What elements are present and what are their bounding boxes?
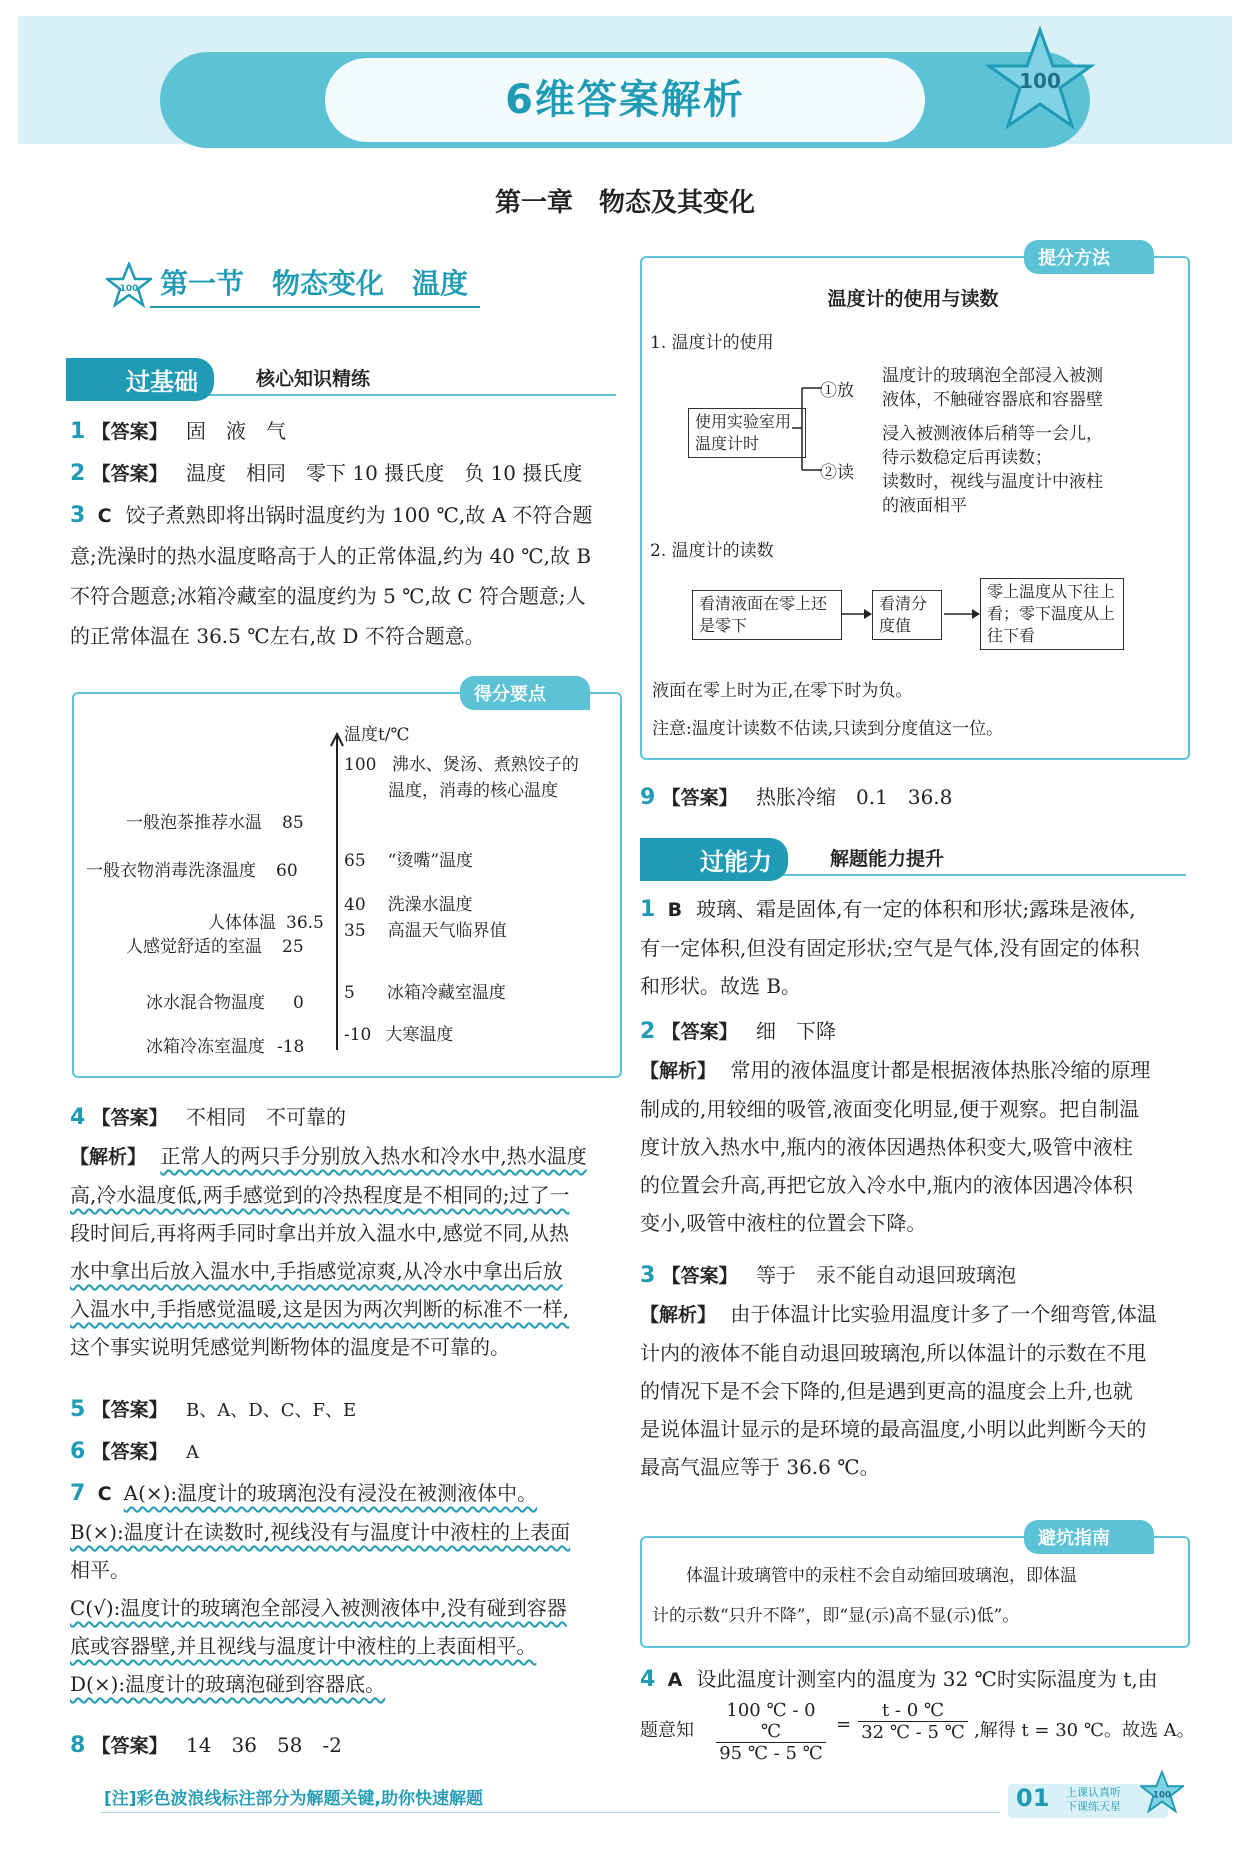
frac1 <box>716 1700 826 1764</box>
svg-text:100: 100 <box>1153 1790 1171 1801</box>
left-label-365: 人体体温 <box>208 913 276 933</box>
guo-jichu-sub: 核心知识精练 <box>256 368 371 390</box>
guo-jichu-label: 过基础 <box>66 358 214 401</box>
r2-answer: 细 下降 <box>756 1019 837 1043</box>
frac1-top: 100 ℃ - 0 ℃ <box>716 1700 826 1743</box>
left-q6 <box>70 1432 199 1472</box>
q4-l5: 入温水中,手指感觉温暖,这是因为两次判断的标准不一样, <box>70 1297 570 1321</box>
section-title: 第一节 物态变化 温度 <box>160 267 469 300</box>
flow-arrow-1 <box>842 605 872 617</box>
footer-note: [注]彩色波浪线标注部分为解题关键,助你快速解题 <box>104 1789 483 1809</box>
q6-tag: 【答案】 <box>91 1441 168 1463</box>
chart-left-85 <box>126 808 304 833</box>
flow-box-3: 零上温度从下往上看；零下温度从上往下看 <box>980 578 1124 650</box>
left-label-neg18: 冰箱冷冻室温度 <box>146 1037 265 1057</box>
tifen-label: 提分方法 <box>1024 240 1154 274</box>
chart-left-0 <box>146 988 304 1013</box>
q7-l6: D(×):温度计的玻璃泡碰到容器底。 <box>70 1672 386 1696</box>
tick-neg10: -10 <box>344 1025 372 1045</box>
left-label-25: 人感觉舒适的室温 <box>126 937 262 957</box>
label-65: “烫嘴”温度 <box>387 851 474 871</box>
du-text <box>882 422 1103 518</box>
left-q2 <box>70 454 582 493</box>
fang-text <box>882 364 1103 412</box>
tick-5: 5 <box>344 983 355 1003</box>
frac2-top: t - 0 ℃ <box>858 1700 968 1722</box>
chart-right-neg10 <box>344 1020 453 1045</box>
q7-l2: B(×):温度计在读数时,视线没有与温度计中液柱的上表面 <box>70 1520 571 1544</box>
r3-l5: 最高气温应等于 36.6 ℃。 <box>640 1455 880 1479</box>
q4-answer: 不相同 不可靠的 <box>186 1105 347 1129</box>
q8-tag: 【答案】 <box>91 1735 168 1757</box>
q7-number: 7 <box>70 1481 86 1506</box>
tick-100: 100 <box>344 755 377 775</box>
q5-tag: 【答案】 <box>91 1399 168 1421</box>
label-40: 洗澡水温度 <box>387 895 473 915</box>
guo-nengli-sub: 解题能力提升 <box>830 848 945 870</box>
r3-l1: 由于体温计比实验用温度计多了一个细弯管,体温 <box>730 1302 1157 1326</box>
tifen-s2: 2. 温度计的读数 <box>650 541 774 561</box>
q7-l1: A(×):温度计的玻璃泡没有浸没在被测液体中。 <box>123 1481 538 1505</box>
left-q3 <box>70 496 622 655</box>
q9-tag: 【答案】 <box>661 787 738 809</box>
r4-eq: = <box>836 1714 852 1735</box>
q3-number: 3 <box>70 503 86 528</box>
r2-tag: 【答案】 <box>661 1021 738 1043</box>
mascot-star-icon <box>985 26 1095 136</box>
right-r1 <box>640 890 1196 1005</box>
left-q4 <box>70 1098 626 1366</box>
left-label-0: 冰水混合物温度 <box>146 993 265 1013</box>
bikeng-l2: 计的示数“只升不降”，即“显(示)高不显(示)低”。 <box>652 1606 1020 1626</box>
chart-left-neg18 <box>146 1032 304 1057</box>
left-tick-60: 60 <box>276 861 298 881</box>
r1-l3: 和形状。故选 B。 <box>640 974 802 998</box>
chart-left-60 <box>86 856 298 881</box>
chart-right-65 <box>344 846 473 871</box>
q4-l4: 水中拿出后放入温水中,手指感觉凉爽,从冷水中拿出后放 <box>70 1259 563 1283</box>
q9-answer: 热胀冷缩 0.1 36.8 <box>756 785 953 809</box>
guo-nengli-label: 过能力 <box>640 838 788 881</box>
section-title-underline <box>150 306 480 308</box>
left-q7 <box>70 1474 626 1703</box>
page-title: 6维答案解析 <box>505 77 745 123</box>
r4-l2a: 题意知 <box>640 1720 694 1741</box>
chart-right-40 <box>344 890 473 915</box>
q3-line2: 意;洗澡时的热水温度略高于人的正常体温,约为 40 ℃,故 B <box>70 544 592 568</box>
r3-tag: 【答案】 <box>661 1265 738 1287</box>
du-l1: 浸入被测液体后稍等一会儿， <box>882 424 1103 444</box>
du-label: ②读 <box>820 463 854 483</box>
q4-l3: 段时间后,再将两手同时拿出并放入温水中,感觉不同,从热 <box>70 1221 570 1245</box>
frac2 <box>858 1700 968 1743</box>
tick-40: 40 <box>344 895 366 915</box>
r2-l5: 变小,吸管中液柱的位置会下降。 <box>640 1211 927 1235</box>
chart-right-5 <box>344 978 506 1003</box>
label-100-l2: 温度，消毒的核心温度 <box>388 781 558 801</box>
tick-35: 35 <box>344 921 366 941</box>
left-tick-365: 36.5 <box>286 913 324 933</box>
left-tick-neg18: -18 <box>277 1037 305 1057</box>
q5-number: 5 <box>70 1397 86 1422</box>
r2-analysis-tag: 【解析】 <box>640 1060 717 1082</box>
r2-l4: 的位置会升高,再把它放入冷水中,瓶内的液体因遇冷体积 <box>640 1173 1133 1197</box>
r3-number: 3 <box>640 1263 656 1288</box>
flow-box-1: 看清液面在零上还是零下 <box>692 590 842 640</box>
q9-number: 9 <box>640 785 656 810</box>
q2-answer: 温度 相同 零下 10 摄氏度 负 10 摄氏度 <box>186 461 583 485</box>
r3-analysis-tag: 【解析】 <box>640 1304 717 1326</box>
q1-answer: 固 液 气 <box>186 419 287 443</box>
q5-answer: B、A、D、C、F、E <box>186 1400 357 1421</box>
slogan-l1: 上课认真听 <box>1066 1786 1121 1799</box>
q3-line3: 不符合题意;冰箱冷藏室的温度约为 5 ℃,故 C 符合题意;人 <box>70 584 586 608</box>
q1-tag: 【答案】 <box>91 421 168 443</box>
q6-answer: A <box>186 1442 200 1463</box>
right-r4 <box>640 1660 1200 1699</box>
left-label-85: 一般泡茶推荐水温 <box>126 813 262 833</box>
left-label-60: 一般衣物消毒洗涤温度 <box>86 861 256 881</box>
section-star-icon <box>106 262 152 308</box>
r3-answer: 等于 汞不能自动退回玻璃泡 <box>756 1263 1017 1287</box>
r1-number: 1 <box>640 897 656 922</box>
chart-left-25 <box>126 932 304 957</box>
tick-65: 65 <box>344 851 366 871</box>
r2-number: 2 <box>640 1019 656 1044</box>
left-q8 <box>70 1726 342 1765</box>
footer-slogan <box>1066 1786 1121 1814</box>
guo-jichu-header <box>66 356 616 396</box>
tifen-s1: 1. 温度计的使用 <box>650 333 774 353</box>
q7-l3: 相平。 <box>70 1558 130 1582</box>
q4-analysis-tag: 【解析】 <box>70 1146 147 1168</box>
q4-l6: 这个事实说明凭感觉判断物体的温度是不可靠的。 <box>70 1335 510 1359</box>
q7-tag: C <box>97 1483 112 1505</box>
r2-l3: 度计放入热水中,瓶内的液体因遇热体积变大,吸管中液柱 <box>640 1135 1133 1159</box>
q8-number: 8 <box>70 1733 86 1758</box>
q4-tag: 【答案】 <box>91 1107 168 1129</box>
frac1-bot: 95 ℃ - 5 ℃ <box>719 1743 823 1764</box>
label-5: 冰箱冷藏室温度 <box>386 983 506 1003</box>
left-tick-25: 25 <box>282 937 304 957</box>
r4-l2b: ,解得 t = 30 ℃。故选 A。 <box>974 1720 1195 1741</box>
r3-l2: 计内的液体不能自动退回玻璃泡,所以体温计的示数在不甩 <box>640 1341 1147 1365</box>
q4-l2: 高,冷水温度低,两手感觉到的冷热程度是不相同的;过了一 <box>70 1183 570 1207</box>
q2-tag: 【答案】 <box>91 463 168 485</box>
tifen-note1: 液面在零上时为正,在零下时为负。 <box>652 681 913 701</box>
fang-label: ①放 <box>820 381 854 401</box>
frac2-bot: 32 ℃ - 5 ℃ <box>861 1722 965 1743</box>
svg-text:100: 100 <box>1019 69 1061 93</box>
footer-star-icon <box>1140 1770 1184 1814</box>
chart-right-35 <box>344 916 507 941</box>
q6-number: 6 <box>70 1439 86 1464</box>
svg-text:100: 100 <box>119 284 139 294</box>
left-tick-0: 0 <box>293 993 304 1013</box>
r1-l1: 玻璃、霜是固体,有一定的体积和形状;露珠是液体, <box>696 897 1136 921</box>
q8-answer: 14 36 58 -2 <box>186 1733 342 1757</box>
q2-number: 2 <box>70 461 86 486</box>
r2-l1: 常用的液体温度计都是根据液体热胀冷缩的原理 <box>730 1058 1151 1082</box>
r4-equation <box>640 1700 1200 1764</box>
q3-tag: C <box>97 505 112 527</box>
fang-l1: 温度计的玻璃泡全部浸入被测 <box>882 366 1103 386</box>
du-l4: 的液面相平 <box>882 496 967 516</box>
q7-l4: C(√):温度计的玻璃泡全部浸入被测液体中,没有碰到容器 <box>70 1596 567 1620</box>
fang-l2: 液体，不触碰容器底和容器壁 <box>882 390 1103 410</box>
slogan-l2: 下课练天星 <box>1066 1800 1121 1813</box>
defen-label: 得分要点 <box>460 676 590 710</box>
page-number: 01 <box>1016 1784 1050 1812</box>
q1-number: 1 <box>70 419 86 444</box>
use-box: 使用实验室用温度计时 <box>688 408 806 458</box>
r4-l1: 设此温度计测室内的温度为 32 ℃时实际温度为 t,由 <box>696 1667 1158 1691</box>
r1-l2: 有一定体积,但没有固定形状;空气是气体,没有固定的体积 <box>640 936 1140 960</box>
flow-arrow-2 <box>944 605 980 617</box>
defen-axis <box>330 732 344 1052</box>
du-l2: 待示数稳定后再读数； <box>882 448 1052 468</box>
r3-l4: 是说体温计显示的是环境的最高温度,小明以此判断今天的 <box>640 1417 1147 1441</box>
r4-number: 4 <box>640 1667 656 1692</box>
bikeng-label: 避坑指南 <box>1024 1520 1154 1554</box>
q4-l1: 正常人的两只手分别放入热水和冷水中,热水温度 <box>160 1144 587 1168</box>
r1-tag: B <box>667 899 683 921</box>
chapter-title: 第一章 物态及其变化 <box>494 188 755 218</box>
r4-tag: A <box>667 1669 683 1691</box>
q3-line4: 的正常体温在 36.5 ℃左右,故 D 不符合题意。 <box>70 624 485 648</box>
q7-l5: 底或容器壁,并且视线与温度计中液柱的上表面相平。 <box>70 1634 537 1658</box>
right-r2 <box>640 1012 1196 1242</box>
flow-box-2: 看清分度值 <box>872 590 942 640</box>
label-neg10: 大寒温度 <box>385 1025 454 1045</box>
r3-l3: 的情况下是不会下降的,但是遇到更高的温度会上升,也就 <box>640 1379 1133 1403</box>
bikeng-text <box>652 1556 1182 1636</box>
tifen-brace <box>792 380 822 480</box>
left-q5 <box>70 1390 356 1430</box>
label-35: 高温天气临界值 <box>387 921 507 941</box>
chart-left-365 <box>208 908 324 933</box>
r2-l2: 制成的,用较细的吸管,液面变化明显,便于观察。把自制温 <box>640 1097 1140 1121</box>
right-r3 <box>640 1256 1196 1486</box>
guo-nengli-header <box>640 836 1186 876</box>
q4-number: 4 <box>70 1105 86 1130</box>
left-q1 <box>70 412 286 451</box>
bikeng-l1: 体温计玻璃管中的汞柱不会自动缩回玻璃泡，即体温 <box>686 1566 1077 1586</box>
q3-line1: 饺子煮熟即将出锅时温度约为 100 ℃,故 A 不符合题 <box>125 503 593 527</box>
tifen-note2: 注意:温度计读数不估读,只读到分度值这一位。 <box>652 719 1004 739</box>
footer-rule <box>100 1812 1000 1813</box>
label-100-l1: 沸水、煲汤、煮熟饺子的 <box>391 755 579 775</box>
axis-title: 温度t/℃ <box>344 725 410 745</box>
right-q9 <box>640 778 952 817</box>
left-tick-85: 85 <box>282 813 304 833</box>
tifen-title: 温度计的使用与读数 <box>827 288 999 310</box>
du-l3: 读数时，视线与温度计中液柱 <box>882 472 1103 492</box>
chart-right-100 <box>344 752 579 804</box>
